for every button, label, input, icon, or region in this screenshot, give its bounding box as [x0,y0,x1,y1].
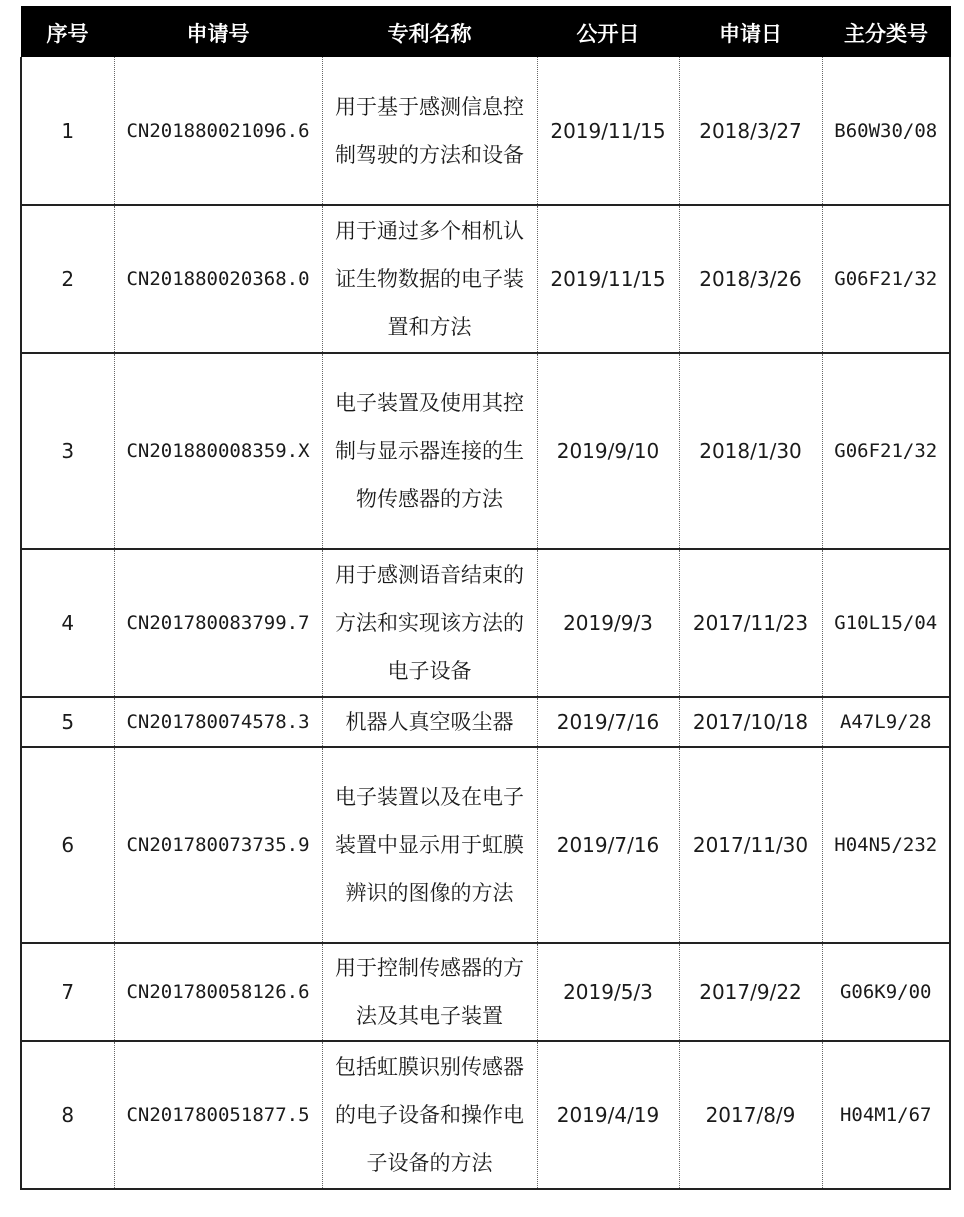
cell-application-date: 2018/1/30 [679,353,822,549]
cell-main-classification: H04M1/67 [822,1041,950,1189]
cell-application-number: CN201780058126.6 [114,943,322,1041]
cell-index: 4 [21,549,114,697]
table-body [21,57,950,1189]
table-row [21,943,950,1041]
cell-application-number: CN201880021096.6 [114,57,322,205]
table-row [21,205,950,353]
cell-publication-date: 2019/9/3 [537,549,679,697]
header-index: 序号 [21,7,114,57]
cell-patent-title: 用于基于感测信息控制驾驶的方法和设备 [322,57,537,205]
cell-application-date: 2017/10/18 [679,697,822,747]
table-row [21,549,950,697]
cell-application-number: CN201780073735.9 [114,747,322,943]
cell-patent-title: 用于控制传感器的方法及其电子装置 [322,943,537,1041]
cell-publication-date: 2019/7/16 [537,697,679,747]
table-row [21,1041,950,1189]
cell-application-date: 2017/9/22 [679,943,822,1041]
cell-index: 8 [21,1041,114,1189]
cell-patent-title: 机器人真空吸尘器 [322,697,537,747]
cell-application-date: 2017/8/9 [679,1041,822,1189]
cell-index: 6 [21,747,114,943]
table-row [21,747,950,943]
cell-application-number: CN201780051877.5 [114,1041,322,1189]
cell-publication-date: 2019/11/15 [537,205,679,353]
header-patent-title: 专利名称 [322,7,537,57]
table-row [21,353,950,549]
cell-publication-date: 2019/7/16 [537,747,679,943]
patent-table [20,6,951,1190]
header-publication-date: 公开日 [537,7,679,57]
cell-index: 5 [21,697,114,747]
cell-application-number: CN201780083799.7 [114,549,322,697]
cell-patent-title: 电子装置以及在电子装置中显示用于虹膜辨识的图像的方法 [322,747,537,943]
cell-index: 1 [21,57,114,205]
cell-publication-date: 2019/4/19 [537,1041,679,1189]
cell-application-date: 2017/11/23 [679,549,822,697]
cell-index: 7 [21,943,114,1041]
cell-publication-date: 2019/9/10 [537,353,679,549]
header-main-classification: 主分类号 [822,7,950,57]
cell-main-classification: A47L9/28 [822,697,950,747]
cell-main-classification: G06F21/32 [822,353,950,549]
cell-main-classification: G06K9/00 [822,943,950,1041]
cell-application-date: 2017/11/30 [679,747,822,943]
cell-index: 2 [21,205,114,353]
cell-publication-date: 2019/11/15 [537,57,679,205]
table-header [21,7,950,57]
cell-application-number: CN201780074578.3 [114,697,322,747]
table-row [21,57,950,205]
cell-index: 3 [21,353,114,549]
cell-publication-date: 2019/5/3 [537,943,679,1041]
cell-main-classification: H04N5/232 [822,747,950,943]
cell-patent-title: 用于通过多个相机认证生物数据的电子装置和方法 [322,205,537,353]
cell-main-classification: B60W30/08 [822,57,950,205]
cell-main-classification: G06F21/32 [822,205,950,353]
cell-application-date: 2018/3/26 [679,205,822,353]
cell-application-number: CN201880008359.X [114,353,322,549]
cell-application-number: CN201880020368.0 [114,205,322,353]
cell-application-date: 2018/3/27 [679,57,822,205]
cell-patent-title: 电子装置及使用其控制与显示器连接的生物传感器的方法 [322,353,537,549]
header-application-number: 申请号 [114,7,322,57]
header-application-date: 申请日 [679,7,822,57]
cell-main-classification: G10L15/04 [822,549,950,697]
cell-patent-title: 用于感测语音结束的方法和实现该方法的电子设备 [322,549,537,697]
table-row [21,697,950,747]
cell-patent-title: 包括虹膜识别传感器的电子设备和操作电子设备的方法 [322,1041,537,1189]
header-row [21,7,950,57]
